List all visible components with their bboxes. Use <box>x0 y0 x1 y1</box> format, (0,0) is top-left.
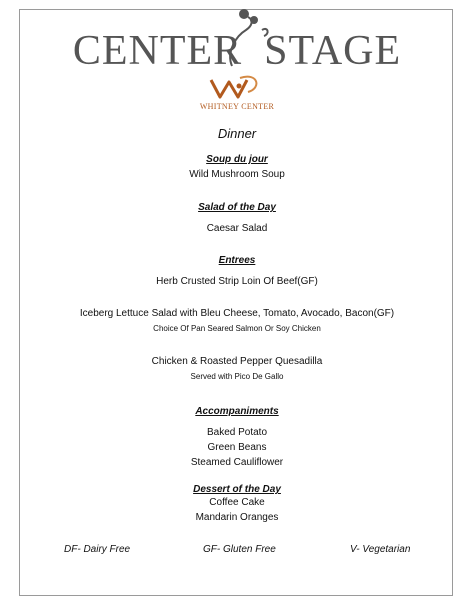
legend-dairy-free: DF- Dairy Free <box>64 544 131 555</box>
menu-item-dessert: Mandarin Oranges <box>195 512 279 523</box>
menu-item-entree-beef: Herb Crusted Strip Loin Of Beef(GF) <box>156 276 318 287</box>
logo-graphic <box>0 0 474 120</box>
menu-item-salad: Caesar Salad <box>206 223 268 234</box>
menu-item-dessert: Coffee Cake <box>209 497 265 508</box>
menu-note-entree-quesadilla: Served with Pico De Gallo <box>190 372 284 381</box>
meal-title: Dinner <box>217 126 257 141</box>
menu-item-entree-quesadilla: Chicken & Roasted Pepper Quesadilla <box>151 356 323 367</box>
section-title-accompaniments: Accompaniments <box>195 406 279 417</box>
menu-item-soup: Wild Mushroom Soup <box>189 169 285 180</box>
menu-item-accompaniment: Steamed Cauliflower <box>190 457 284 468</box>
whitney-center-text: WHITNEY CENTER <box>199 102 275 111</box>
legend-vegetarian: V- Vegetarian <box>350 544 411 555</box>
menu-item-accompaniment: Baked Potato <box>206 427 268 438</box>
center-stage-logo <box>0 0 474 120</box>
section-title-salad: Salad of the Day <box>198 202 276 213</box>
section-title-soup: Soup du jour <box>206 154 268 165</box>
brand-name-text: CENTER STAGE <box>72 28 402 74</box>
menu-item-entree-salad: Iceberg Lettuce Salad with Bleu Cheese, Tomato, Avocado, Bacon(GF) <box>79 308 395 319</box>
menu-item-accompaniment: Green Beans <box>207 442 267 453</box>
whitney-w-monogram-icon <box>211 77 256 97</box>
menu-note-entree-salad: Choice Of Pan Seared Salmon Or Soy Chicken <box>153 324 321 333</box>
section-title-entrees: Entrees <box>218 255 256 266</box>
legend-gluten-free: GF- Gluten Free <box>203 544 276 555</box>
section-title-dessert: Dessert of the Day <box>193 484 281 495</box>
